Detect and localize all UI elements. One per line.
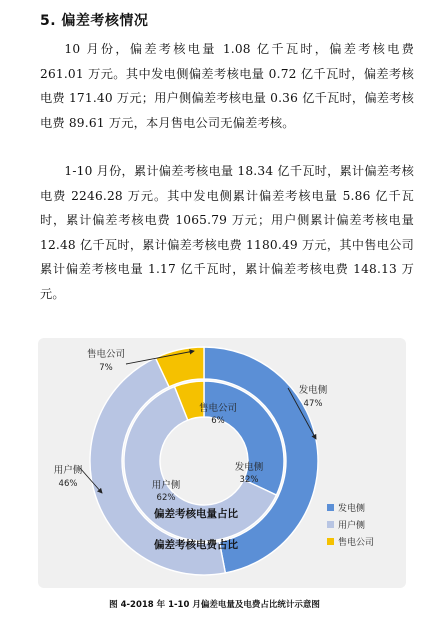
legend-swatch-power-gen <box>327 504 334 511</box>
inner-label-retailer: 售电公司 <box>198 403 238 414</box>
outer-label-power-gen: 发电侧 <box>298 385 328 396</box>
legend-label-power-gen: 发电侧 <box>338 504 366 514</box>
donut-chart-svg <box>38 338 406 588</box>
paragraph-october: 10 月份，偏差考核电量 1.08 亿千瓦时，偏差考核电费 261.01 万元。其中发电侧偏差考核电量 0.72 亿千瓦时，偏差考核电费 171.40 万元；用户侧偏差考核电量 0.36 亿千瓦时，偏差考核电费 89.61 万元，本月售电公司无偏差考核。 <box>40 42 414 130</box>
inner-value-retailer: 6% <box>211 416 225 426</box>
legend-label-consumer: 用户侧 <box>338 521 366 531</box>
inner-value-power-gen: 32% <box>239 475 259 485</box>
outer-value-retailer: 7% <box>99 363 113 373</box>
figure-caption: 图 4-2018 年 1-10 月偏差电量及电费占比统计示意图 <box>109 600 320 610</box>
inner-label-power-gen: 发电侧 <box>234 462 264 473</box>
legend-label-retailer: 售电公司 <box>338 538 375 548</box>
section-heading: 5. 偏差考核情况 <box>40 13 149 29</box>
outer-label-consumer: 用户侧 <box>53 465 83 476</box>
outer-label-retailer: 售电公司 <box>86 349 126 360</box>
outer-value-consumer: 46% <box>58 479 78 489</box>
inner-ring-name: 偏差考核电量占比 <box>154 508 238 520</box>
paragraph-cumulative: 1-10 月份，累计偏差考核电量 18.34 亿千瓦时，累计偏差考核电费 2246.28 万元。其中发电侧累计偏差考核电量 5.86 亿千瓦时，累计偏差考核电费 1065.79 万元；用户侧累计偏差考核电量 12.48 亿千瓦时，累计偏差考核电费 1180.49 万元，其中售电公司累计偏差考核电量 1.17 亿千瓦时，累计偏差考核电费 148.13 万元。 <box>40 164 414 301</box>
chart-legend <box>327 502 374 548</box>
legend-swatch-consumer <box>327 521 334 528</box>
outer-value-power-gen: 47% <box>303 399 323 409</box>
outer-ring-name: 偏差考核电费占比 <box>154 539 238 551</box>
inner-label-consumer: 用户侧 <box>151 480 181 491</box>
deviation-share-chart <box>38 338 406 588</box>
inner-value-consumer: 62% <box>156 493 176 503</box>
legend-swatch-retailer <box>327 538 334 545</box>
